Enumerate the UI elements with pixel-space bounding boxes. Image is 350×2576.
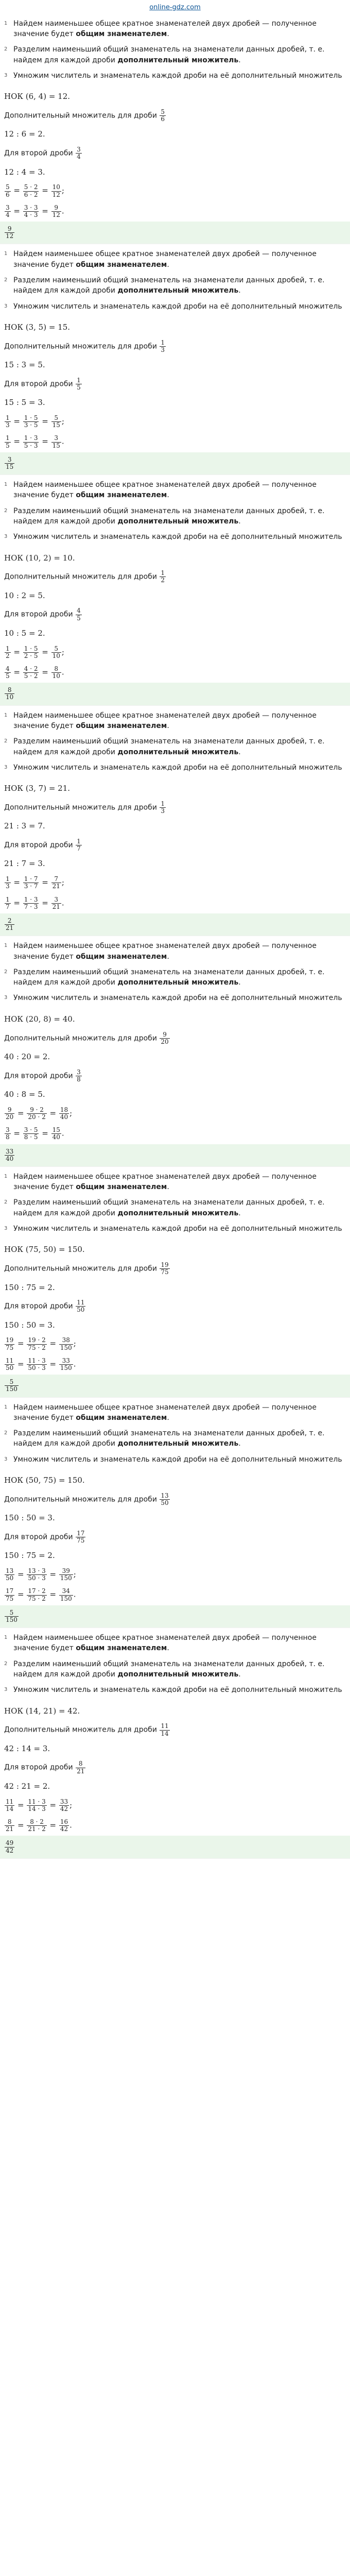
dop-first-line: Дополнительный множитель для дроби $\frac{13}{50}$ (4, 1492, 169, 1506)
result-second: $\frac{1}{5}$ = $\frac{1 \cdot 3}{5 \cdot 3}$ = $\frac{3}{15}$ . (6, 434, 64, 449)
step-2 (4, 1659, 346, 1680)
result-first: $\frac{1}{2}$ = $\frac{1 \cdot 5}{2 \cdot 5}$ = $\frac{5}{10}$ ; (6, 645, 64, 659)
step-text: Умножим числитель и знаменатель каждой дроби на её дополнительный множитель (13, 994, 342, 1003)
step-text: Умножим числитель и знаменатель каждой дроби на её дополнительный множитель (13, 302, 342, 311)
nok-line: НОК (75, 50) = 150. (4, 1245, 85, 1255)
step-2 (4, 44, 346, 65)
result-second: $\frac{3}{8}$ = $\frac{3 \cdot 5}{8 \cdot 5}$ = $\frac{15}{40}$ . (6, 1126, 64, 1141)
step-text: Разделим наименьший общий знаменатель на знаменатели данных дробей, т. е. найдем для каждой дроби дополнительный множитель. (13, 1198, 325, 1217)
result-first: $\frac{11}{14}$ = $\frac{11 \cdot 3}{14 \cdot 3}$ = $\frac{33}{42}$ ; (6, 1798, 73, 1812)
solution-block (0, 1628, 350, 1859)
step-text: Найдем наименьшее общее кратное знаменателей двух дробей — полученное значение будет общим знаменателем. (13, 1403, 317, 1422)
calc-first: 21 : 3 = 7. (4, 821, 45, 831)
steps-list (0, 475, 350, 549)
result-second: $\frac{4}{5}$ = $\frac{4 \cdot 2}{5 \cdot 2}$ = $\frac{8}{10}$ . (6, 665, 64, 680)
result-first: $\frac{13}{50}$ = $\frac{13 \cdot 3}{50 \cdot 3}$ = $\frac{39}{150}$ ; (6, 1567, 76, 1582)
dop-second-line: Для второй дроби $\frac{3}{4}$ (4, 146, 81, 161)
step-number: 3 (4, 764, 8, 770)
dop-first-line: Дополнительный множитель для дроби $\frac{1}{3}$ (4, 800, 165, 815)
nok-line: НОК (20, 8) = 40. (4, 1014, 75, 1024)
answer-strip: $\frac{33}{40}$ (0, 1144, 350, 1166)
step-text: Найдем наименьшее общее кратное знаменателей двух дробей — полученное значение будет общим знаменателем. (13, 1634, 317, 1653)
step-3 (4, 1224, 346, 1234)
step-3 (4, 71, 346, 81)
step-2 (4, 736, 346, 757)
step-2 (4, 967, 346, 988)
steps-list (0, 706, 350, 780)
dop-first-line: Дополнительный множитель для дроби $\frac{9}{20}$ (4, 1030, 169, 1045)
answer-strip: $\frac{49}{42}$ (0, 1836, 350, 1858)
steps-list (0, 244, 350, 318)
nok-line: НОК (50, 75) = 150. (4, 1475, 85, 1485)
step-text: Разделим наименьший общий знаменатель на знаменатели данных дробей, т. е. найдем для каждой дроби дополнительный множитель. (13, 506, 325, 526)
step-number: 2 (4, 277, 8, 283)
solution-block (0, 1167, 350, 1398)
step-3 (4, 301, 346, 312)
step-text: Найдем наименьшее общее кратное знаменателей двух дробей — полученное значение будет общим знаменателем. (13, 711, 317, 730)
calc-second: 12 : 4 = 3. (4, 167, 45, 177)
solution-block (0, 936, 350, 1167)
steps-list (0, 14, 350, 88)
step-text: Умножим числитель и знаменатель каждой дроби на её дополнительный множитель (13, 1455, 342, 1464)
dop-second-line: Для второй дроби $\frac{3}{8}$ (4, 1068, 81, 1083)
solution-block (0, 475, 350, 706)
solution-block (0, 14, 350, 245)
step-number: 1 (4, 1404, 8, 1410)
step-text: Найдем наименьшее общее кратное знаменателей двух дробей — полученное значение будет общим знаменателем. (13, 942, 317, 961)
calc-second: 150 : 75 = 2. (4, 1551, 55, 1561)
step-number: 3 (4, 73, 8, 79)
calc-first: 10 : 2 = 5. (4, 590, 45, 600)
steps-list (0, 1398, 350, 1472)
step-text: Разделим наименьший общий знаменатель на знаменатели данных дробей, т. е. найдем для каждой дроби дополнительный множитель. (13, 968, 325, 987)
step-3 (4, 762, 346, 773)
calc-first: 40 : 20 = 2. (4, 1052, 50, 1061)
solution-blocks (0, 14, 350, 1859)
dop-first-line: Дополнительный множитель для дроби $\frac{11}{14}$ (4, 1722, 169, 1737)
result-second: $\frac{1}{7}$ = $\frac{1 \cdot 3}{7 \cdot 3}$ = $\frac{3}{21}$ . (6, 895, 64, 910)
step-number: 1 (4, 482, 8, 488)
dop-second-line: Для второй дроби $\frac{1}{5}$ (4, 376, 81, 391)
step-number: 1 (4, 712, 8, 718)
calc-second: 10 : 5 = 2. (4, 628, 45, 638)
step-text: Найдем наименьшее общее кратное знаменателей двух дробей — полученное значение будет общим знаменателем. (13, 19, 317, 39)
nok-line: НОК (3, 7) = 21. (4, 784, 71, 793)
step-1 (4, 19, 346, 40)
step-3 (4, 1685, 346, 1695)
solution-block (0, 1398, 350, 1629)
steps-list (0, 936, 350, 1010)
dop-second-line: Для второй дроби $\frac{11}{50}$ (4, 1299, 85, 1314)
calc-second: 21 : 7 = 3. (4, 859, 45, 869)
nok-line: НОК (10, 2) = 10. (4, 553, 75, 563)
dop-second-line: Для второй дроби $\frac{4}{5}$ (4, 607, 81, 622)
step-text: Разделим наименьший общий знаменатель на знаменатели данных дробей, т. е. найдем для каждой дроби дополнительный множитель. (13, 276, 325, 295)
step-1 (4, 1172, 346, 1193)
result-first: $\frac{1}{3}$ = $\frac{1 \cdot 5}{3 \cdot 5}$ = $\frac{5}{15}$ ; (6, 414, 64, 429)
answer-strip: $\frac{9}{12}$ (0, 222, 350, 244)
step-1 (4, 1402, 346, 1423)
step-number: 2 (4, 1199, 8, 1206)
step-number: 3 (4, 1687, 8, 1693)
solution-block (0, 244, 350, 475)
result-first: $\frac{19}{75}$ = $\frac{19 \cdot 2}{75 \cdot 2}$ = $\frac{38}{150}$ ; (6, 1336, 76, 1351)
result-first: $\frac{9}{20}$ = $\frac{9 \cdot 2}{20 \cdot 2}$ = $\frac{18}{40}$ ; (6, 1106, 73, 1121)
dop-second-line: Для второй дроби $\frac{17}{75}$ (4, 1529, 85, 1545)
step-text: Разделим наименьший общий знаменатель на знаменатели данных дробей, т. е. найдем для каждой дроби дополнительный множитель. (13, 1659, 325, 1679)
step-text: Умножим числитель и знаменатель каждой дроби на её дополнительный множитель (13, 72, 342, 80)
answer-strip: $\frac{3}{15}$ (0, 452, 350, 474)
step-2 (4, 275, 346, 296)
answer-strip: $\frac{5}{150}$ (0, 1375, 350, 1397)
result-second: $\frac{17}{75}$ = $\frac{17 \cdot 2}{75 \cdot 2}$ = $\frac{34}{150}$ . (6, 1587, 76, 1602)
step-text: Разделим наименьший общий знаменатель на знаменатели данных дробей, т. е. найдем для каждой дроби дополнительный множитель. (13, 45, 325, 64)
dop-first-line: Дополнительный множитель для дроби $\frac{5}{6}$ (4, 108, 165, 123)
site-link[interactable]: online-gdz.com (149, 4, 201, 11)
step-text: Умножим числитель и знаменатель каждой дроби на её дополнительный множитель (13, 1225, 342, 1233)
site-logo-row (0, 0, 350, 14)
dop-second-line: Для второй дроби $\frac{8}{21}$ (4, 1760, 85, 1775)
answer-strip: $\frac{2}{21}$ (0, 913, 350, 936)
dop-first-line: Дополнительный множитель для дроби $\frac{1}{3}$ (4, 338, 165, 353)
dop-second-line: Для второй дроби $\frac{1}{7}$ (4, 838, 81, 853)
calc-first: 150 : 50 = 3. (4, 1513, 55, 1523)
step-number: 3 (4, 995, 8, 1001)
step-number: 1 (4, 20, 8, 26)
step-text: Найдем наименьшее общее кратное знаменателей двух дробей — полученное значение будет общим знаменателем. (13, 481, 317, 500)
step-2 (4, 1428, 346, 1449)
step-number: 3 (4, 1456, 8, 1462)
step-text: Найдем наименьшее общее кратное знаменателей двух дробей — полученное значение будет общим знаменателем. (13, 250, 317, 269)
step-number: 3 (4, 534, 8, 540)
calc-first: 42 : 14 = 3. (4, 1743, 50, 1753)
step-number: 1 (4, 1635, 8, 1641)
calc-second: 40 : 8 = 5. (4, 1090, 45, 1099)
nok-line: НОК (6, 4) = 12. (4, 92, 71, 101)
step-1 (4, 249, 346, 270)
step-text: Разделим наименьший общий знаменатель на знаменатели данных дробей, т. е. найдем для каждой дроби дополнительный множитель. (13, 737, 325, 756)
result-first: $\frac{1}{3}$ = $\frac{1 \cdot 7}{3 \cdot 7}$ = $\frac{7}{21}$ ; (6, 875, 64, 890)
calc-second: 42 : 21 = 2. (4, 1781, 50, 1791)
step-text: Найдем наименьшее общее кратное знаменателей двух дробей — полученное значение будет общим знаменателем. (13, 1172, 317, 1192)
calc-first: 12 : 6 = 2. (4, 129, 45, 139)
result-first: $\frac{5}{6}$ = $\frac{5 \cdot 2}{6 \cdot 2}$ = $\frac{10}{12}$ ; (6, 183, 64, 198)
step-number: 1 (4, 1173, 8, 1179)
step-1 (4, 710, 346, 732)
answer-strip: $\frac{5}{150}$ (0, 1605, 350, 1628)
step-1 (4, 941, 346, 962)
calc-second: 15 : 5 = 3. (4, 398, 45, 408)
nok-line: НОК (3, 5) = 15. (4, 322, 71, 332)
step-number: 2 (4, 969, 8, 975)
step-number: 2 (4, 1660, 8, 1667)
result-second: $\frac{11}{50}$ = $\frac{11 \cdot 3}{50 \cdot 3}$ = $\frac{33}{150}$ . (6, 1357, 76, 1371)
dop-first-line: Дополнительный множитель для дроби $\frac{19}{75}$ (4, 1261, 169, 1276)
step-number: 3 (4, 303, 8, 309)
steps-list (0, 1167, 350, 1241)
step-text: Умножим числитель и знаменатель каждой дроби на её дополнительный множитель (13, 1686, 342, 1694)
calc-first: 150 : 75 = 2. (4, 1282, 55, 1292)
step-number: 3 (4, 1226, 8, 1232)
step-1 (4, 480, 346, 501)
answer-strip: $\frac{8}{10}$ (0, 683, 350, 705)
step-1 (4, 1633, 346, 1654)
step-number: 1 (4, 251, 8, 257)
step-number: 2 (4, 507, 8, 514)
dop-first-line: Дополнительный множитель для дроби $\frac{1}{2}$ (4, 569, 165, 584)
step-number: 2 (4, 1430, 8, 1436)
step-3 (4, 1454, 346, 1465)
step-number: 1 (4, 943, 8, 949)
step-text: Умножим числитель и знаменатель каждой дроби на её дополнительный множитель (13, 763, 342, 772)
nok-line: НОК (14, 21) = 42. (4, 1706, 80, 1716)
solution-block (0, 706, 350, 937)
step-2 (4, 1197, 346, 1218)
calc-second: 150 : 50 = 3. (4, 1320, 55, 1330)
step-2 (4, 506, 346, 527)
step-3 (4, 993, 346, 1003)
step-3 (4, 532, 346, 542)
result-second: $\frac{3}{4}$ = $\frac{3 \cdot 3}{4 \cdot 3}$ = $\frac{9}{12}$ . (6, 204, 64, 218)
steps-list (0, 1628, 350, 1702)
result-second: $\frac{8}{21}$ = $\frac{8 \cdot 2}{21 \cdot 2}$ = $\frac{16}{42}$ . (6, 1818, 72, 1833)
step-number: 2 (4, 738, 8, 744)
calc-first: 15 : 3 = 5. (4, 360, 45, 370)
step-text: Разделим наименьший общий знаменатель на знаменатели данных дробей, т. е. найдем для каждой дроби дополнительный множитель. (13, 1429, 325, 1448)
step-number: 2 (4, 46, 8, 53)
step-text: Умножим числитель и знаменатель каждой дроби на её дополнительный множитель (13, 533, 342, 541)
